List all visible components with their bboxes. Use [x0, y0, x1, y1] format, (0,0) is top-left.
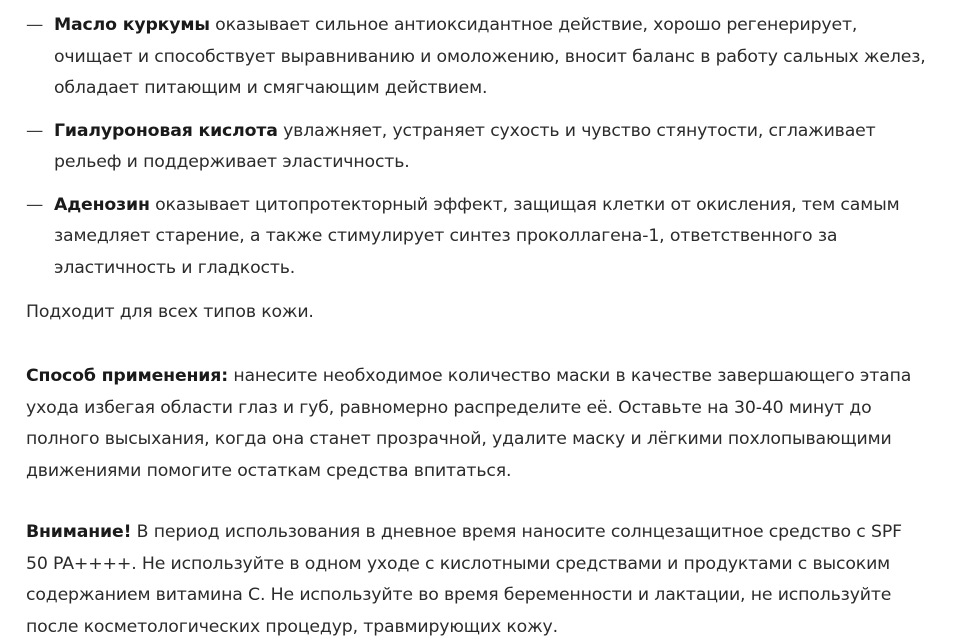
list-item-adenosine — [26, 190, 926, 285]
list-item-hyaluronic-acid — [26, 116, 926, 179]
ingredient-name: Гиалуроновая кислота — [54, 120, 278, 141]
ingredient-list — [26, 10, 926, 295]
usage-label: Способ применения: — [26, 366, 228, 386]
ingredient-description: увлажняет, устраняет сухость и чувство стянутости, сглаживает рельеф и поддерживает эластичность. — [54, 120, 876, 172]
usage-paragraph — [26, 361, 926, 487]
skin-types-note: Подходит для всех типов кожи. — [26, 302, 314, 322]
ingredient-description: оказывает сильное антиоксидантное действие, хорошо регенерирует, очищает и способствует выравниванию и омоложению, вносит баланс в работу сальных желез, обладает питающим и смягчающим действием. — [54, 15, 926, 98]
ingredient-name: Аденозин — [54, 194, 150, 215]
ingredient-description: оказывает цитопротекторный эффект, защищая клетки от окисления, тем самым замедляет старение, а также стимулирует синтез проколлагена-1, ответственного за эластичность и гладкость. — [54, 194, 900, 278]
dash-bullet: — — [26, 15, 44, 35]
dash-bullet: — — [26, 120, 44, 141]
dash-bullet: — — [26, 194, 44, 215]
warning-paragraph — [26, 517, 926, 643]
warning-text: В период использования в дневное время наносите солнцезащитное средство с SPF 50 PA++++. Не используйте в одном уходе с кислотными средствами и продуктами с высоким содержанием витамина С. Не используйте во время беременности и лактации, не используйте после косметологических процедур, травмирующих кожу. — [26, 522, 902, 637]
usage-text: нанесите необходимое количество маски в качестве завершающего этапа ухода избегая области глаз и губ, равномерно распределите её. Оставьте на 30-40 минут до полного высыхания, когда она станет прозрачной, удалите маску и лёгкими похлопывающими движениями помогите остаткам средства впитаться. — [26, 366, 912, 481]
ingredient-name: Масло куркумы — [54, 15, 210, 35]
list-item-turmeric-oil — [26, 10, 926, 105]
warning-label: Внимание! — [26, 522, 132, 542]
